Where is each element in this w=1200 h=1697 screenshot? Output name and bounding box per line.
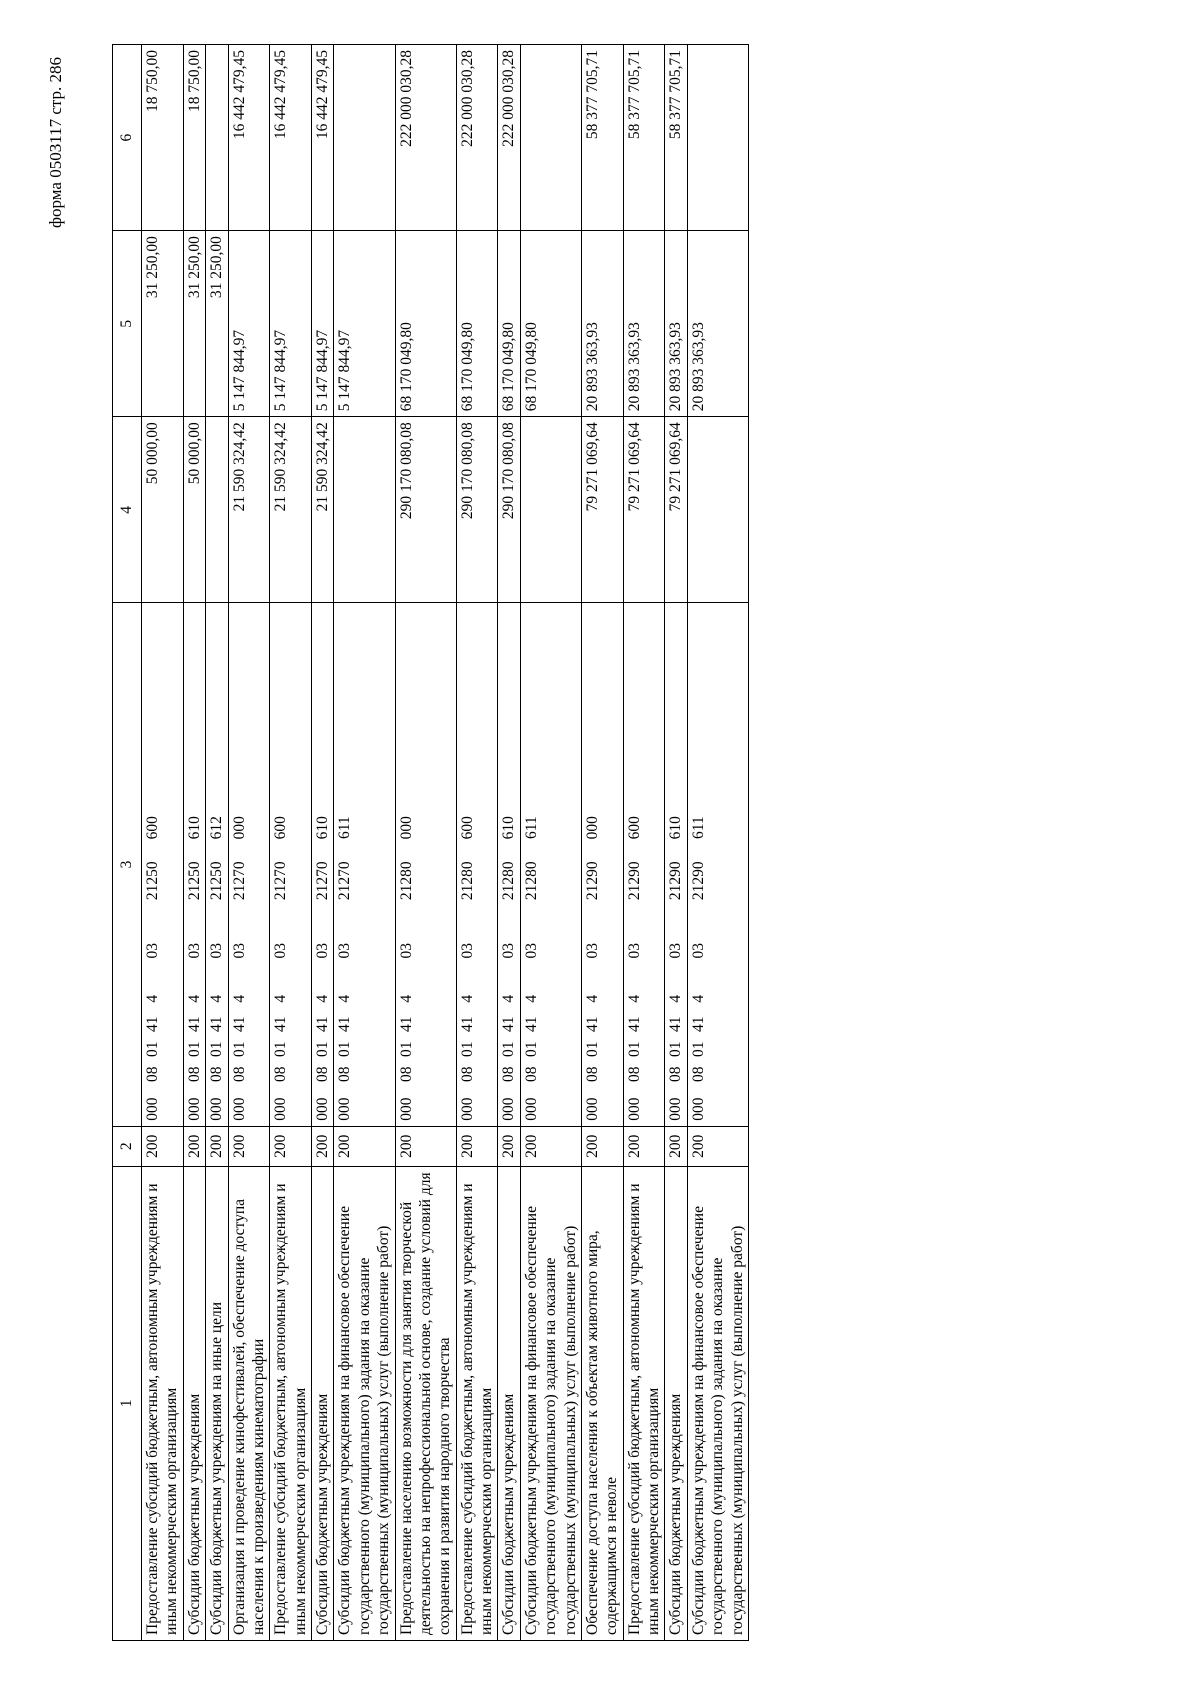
row-unexecuted: 222 000 030,28 xyxy=(498,45,520,231)
classification-segment: 600 xyxy=(144,816,161,840)
classification-segment: 000 xyxy=(583,1097,601,1121)
row-approved: 79 271 069,64 xyxy=(665,417,687,603)
classification-segment: 01 xyxy=(272,1041,290,1057)
row-executed: 31 250,00 xyxy=(183,231,205,417)
row-name: Субсидии бюджетным учреждениям xyxy=(665,1166,687,1640)
classification-segment: 000 xyxy=(625,1097,643,1121)
classification-segment: 41 xyxy=(230,1016,248,1032)
row-executed: 68 170 049,80 xyxy=(498,231,520,417)
classification-segment: 41 xyxy=(185,1016,203,1032)
table-row xyxy=(623,45,665,1641)
row-classification xyxy=(498,603,520,1126)
row-approved: 50 000,00 xyxy=(183,417,205,603)
row-approved: 290 170 080,08 xyxy=(456,417,498,603)
classification-segment: 41 xyxy=(458,1016,476,1032)
classification-segment: 21280 xyxy=(458,861,476,901)
row-executed: 5 147 844,97 xyxy=(228,231,270,417)
classification-segment: 000 xyxy=(185,1097,203,1121)
classification-segment: 610 xyxy=(314,816,331,840)
table-row xyxy=(183,45,205,1641)
classification-segment: 21270 xyxy=(314,861,331,901)
row-unexecuted: 58 377 705,71 xyxy=(581,45,623,231)
row-code: 200 xyxy=(581,1126,623,1166)
classification-segment: 000 xyxy=(667,1097,685,1121)
classification-segment: 611 xyxy=(522,816,540,840)
classification-segment: 4 xyxy=(625,994,643,1003)
row-executed: 20 893 363,93 xyxy=(581,231,623,417)
classification-segment: 01 xyxy=(336,1041,354,1057)
classification-segment: 21280 xyxy=(522,861,540,901)
classification-segment: 21250 xyxy=(185,861,203,901)
classification-segment: 21250 xyxy=(144,861,161,901)
row-classification xyxy=(623,603,665,1126)
row-name: Обеспечение доступа населения к объектам животного мира, содержащимся в неволе xyxy=(581,1166,623,1640)
classification-segment: 4 xyxy=(185,994,203,1003)
row-classification xyxy=(395,603,456,1126)
classification-segment: 41 xyxy=(336,1016,354,1032)
row-unexecuted: 16 442 479,45 xyxy=(228,45,270,231)
classification-segment: 21250 xyxy=(208,861,226,901)
row-approved: 79 271 069,64 xyxy=(581,417,623,603)
column-header-5: 5 xyxy=(113,231,142,417)
row-approved: 290 170 080,08 xyxy=(395,417,456,603)
row-code: 200 xyxy=(183,1126,205,1166)
classification-segment: 4 xyxy=(208,994,226,1003)
classification-segment: 41 xyxy=(689,1016,707,1032)
classification-segment: 08 xyxy=(336,1066,354,1082)
classification-segment: 01 xyxy=(230,1041,248,1057)
classification-segment: 03 xyxy=(272,942,290,959)
row-unexecuted xyxy=(334,45,395,231)
classification-segment: 01 xyxy=(667,1041,685,1057)
row-approved xyxy=(687,417,748,603)
row-classification xyxy=(665,603,687,1126)
classification-segment: 01 xyxy=(625,1041,643,1057)
classification-segment: 600 xyxy=(458,816,476,840)
classification-segment: 01 xyxy=(583,1041,601,1057)
table-row xyxy=(665,45,687,1641)
row-code: 200 xyxy=(312,1126,334,1166)
classification-segment: 000 xyxy=(458,1097,476,1121)
classification-segment: 08 xyxy=(689,1066,707,1082)
classification-segment: 08 xyxy=(144,1066,161,1082)
column-header-3: 3 xyxy=(113,603,142,1126)
table-row xyxy=(270,45,312,1641)
row-code: 200 xyxy=(228,1126,270,1166)
budget-table xyxy=(112,44,749,1641)
row-name: Предоставление субсидий бюджетным, автономным учреждениям и иным некоммерческим организациям xyxy=(270,1166,312,1640)
row-code: 200 xyxy=(498,1126,520,1166)
classification-segment: 41 xyxy=(625,1016,643,1032)
classification-segment: 4 xyxy=(500,994,518,1003)
classification-segment: 21270 xyxy=(336,861,354,901)
row-executed: 31 250,00 xyxy=(206,231,228,417)
classification-segment: 01 xyxy=(500,1041,518,1057)
classification-segment: 03 xyxy=(583,942,601,959)
classification-segment: 01 xyxy=(522,1041,540,1057)
table-row xyxy=(520,45,581,1641)
classification-segment: 000 xyxy=(230,816,248,840)
row-classification xyxy=(456,603,498,1126)
classification-segment: 4 xyxy=(667,994,685,1003)
row-approved: 50 000,00 xyxy=(142,417,184,603)
column-header-6: 6 xyxy=(113,45,142,231)
classification-segment: 01 xyxy=(397,1041,415,1057)
row-unexecuted: 18 750,00 xyxy=(142,45,184,231)
classification-segment: 21290 xyxy=(689,861,707,901)
row-executed: 68 170 049,80 xyxy=(395,231,456,417)
row-unexecuted: 222 000 030,28 xyxy=(456,45,498,231)
classification-segment: 4 xyxy=(583,994,601,1003)
classification-segment: 03 xyxy=(522,942,540,959)
classification-segment: 03 xyxy=(458,942,476,959)
row-approved xyxy=(520,417,581,603)
row-approved xyxy=(334,417,395,603)
classification-segment: 41 xyxy=(314,1016,331,1032)
column-header-2: 2 xyxy=(113,1126,142,1166)
row-classification xyxy=(312,603,334,1126)
classification-segment: 01 xyxy=(689,1041,707,1057)
classification-segment: 08 xyxy=(522,1066,540,1082)
classification-segment: 01 xyxy=(314,1041,331,1057)
classification-segment: 41 xyxy=(208,1016,226,1032)
row-executed: 31 250,00 xyxy=(142,231,184,417)
table-row xyxy=(498,45,520,1641)
classification-segment: 03 xyxy=(667,942,685,959)
classification-segment: 4 xyxy=(397,994,415,1003)
row-classification xyxy=(687,603,748,1126)
classification-segment: 01 xyxy=(208,1041,226,1057)
classification-segment: 4 xyxy=(458,994,476,1003)
classification-segment: 03 xyxy=(314,942,331,959)
classification-segment: 000 xyxy=(230,1097,248,1121)
classification-segment: 03 xyxy=(500,942,518,959)
classification-segment: 21280 xyxy=(500,861,518,901)
row-name: Предоставление субсидий бюджетным, автономным учреждениям и иным некоммерческим организациям xyxy=(623,1166,665,1640)
row-classification xyxy=(228,603,270,1126)
row-classification xyxy=(520,603,581,1126)
table-body xyxy=(142,45,749,1641)
classification-segment: 611 xyxy=(336,816,354,840)
classification-segment: 03 xyxy=(208,942,226,959)
row-classification xyxy=(183,603,205,1126)
table-row xyxy=(334,45,395,1641)
column-header-1: 1 xyxy=(113,1166,142,1640)
classification-segment: 21290 xyxy=(583,861,601,901)
table-row xyxy=(456,45,498,1641)
classification-segment: 4 xyxy=(144,994,161,1003)
row-name: Субсидии бюджетным учреждениям на финансовое обеспечение государственного (муниципального) задания на оказание государственных (муниципальных) услуг (выполнение работ) xyxy=(687,1166,748,1640)
table-header-row xyxy=(113,45,142,1641)
row-code: 200 xyxy=(665,1126,687,1166)
classification-segment: 08 xyxy=(458,1066,476,1082)
row-unexecuted: 58 377 705,71 xyxy=(623,45,665,231)
classification-segment: 21270 xyxy=(272,861,290,901)
classification-segment: 000 xyxy=(208,1097,226,1121)
classification-segment: 000 xyxy=(522,1097,540,1121)
classification-segment: 21290 xyxy=(667,861,685,901)
classification-segment: 41 xyxy=(583,1016,601,1032)
row-name: Предоставление населению возможности для занятия творческой деятельностью на непрофессиональной основе, создание условий для сохранения и развития народного творчества xyxy=(395,1166,456,1640)
row-code: 200 xyxy=(687,1126,748,1166)
classification-segment: 610 xyxy=(185,816,203,840)
classification-segment: 08 xyxy=(230,1066,248,1082)
table-row xyxy=(581,45,623,1641)
classification-segment: 000 xyxy=(397,816,415,840)
row-code: 200 xyxy=(623,1126,665,1166)
classification-segment: 03 xyxy=(397,942,415,959)
classification-segment: 4 xyxy=(230,994,248,1003)
row-executed: 68 170 049,80 xyxy=(456,231,498,417)
classification-segment: 03 xyxy=(230,942,248,959)
classification-segment: 4 xyxy=(689,994,707,1003)
row-executed: 5 147 844,97 xyxy=(334,231,395,417)
classification-segment: 08 xyxy=(625,1066,643,1082)
row-code: 200 xyxy=(456,1126,498,1166)
row-code: 200 xyxy=(270,1126,312,1166)
row-classification xyxy=(270,603,312,1126)
classification-segment: 03 xyxy=(689,942,707,959)
classification-segment: 08 xyxy=(208,1066,226,1082)
classification-segment: 610 xyxy=(500,816,518,840)
row-approved xyxy=(206,417,228,603)
row-classification xyxy=(581,603,623,1126)
classification-segment: 000 xyxy=(272,1097,290,1121)
table-row xyxy=(312,45,334,1641)
row-executed: 5 147 844,97 xyxy=(312,231,334,417)
form-reference: форма 0503117 стр. 286 xyxy=(46,57,65,228)
classification-segment: 21280 xyxy=(397,861,415,901)
classification-segment: 600 xyxy=(272,816,290,840)
row-name: Предоставление субсидий бюджетным, автономным учреждениям и иным некоммерческим организациям xyxy=(456,1166,498,1640)
table-row xyxy=(395,45,456,1641)
classification-segment: 21270 xyxy=(230,861,248,901)
classification-segment: 41 xyxy=(500,1016,518,1032)
row-name: Субсидии бюджетным учреждениям на финансовое обеспечение государственного (муниципального) задания на оказание государственных (муниципальных) услуг (выполнение работ) xyxy=(520,1166,581,1640)
classification-segment: 08 xyxy=(583,1066,601,1082)
row-name: Организация и проведение кинофестивалей, обеспечение доступа населения к произведениям кинематографии xyxy=(228,1166,270,1640)
classification-segment: 000 xyxy=(144,1097,161,1121)
row-code: 200 xyxy=(206,1126,228,1166)
classification-segment: 4 xyxy=(272,994,290,1003)
classification-segment: 000 xyxy=(314,1097,331,1121)
row-name: Субсидии бюджетным учреждениям xyxy=(498,1166,520,1640)
classification-segment: 612 xyxy=(208,816,226,840)
classification-segment: 000 xyxy=(689,1097,707,1121)
row-name: Субсидии бюджетным учреждениям xyxy=(183,1166,205,1640)
row-executed: 5 147 844,97 xyxy=(270,231,312,417)
row-unexecuted xyxy=(206,45,228,231)
classification-segment: 08 xyxy=(500,1066,518,1082)
row-name: Предоставление субсидий бюджетным, автономным учреждениям и иным некоммерческим организациям xyxy=(142,1166,184,1640)
row-approved: 21 590 324,42 xyxy=(228,417,270,603)
row-code: 200 xyxy=(334,1126,395,1166)
row-name: Субсидии бюджетным учреждениям на иные цели xyxy=(206,1166,228,1640)
classification-segment: 01 xyxy=(185,1041,203,1057)
row-unexecuted: 58 377 705,71 xyxy=(665,45,687,231)
table-row xyxy=(206,45,228,1641)
classification-segment: 08 xyxy=(272,1066,290,1082)
classification-segment: 4 xyxy=(314,994,331,1003)
classification-segment: 600 xyxy=(625,816,643,840)
classification-segment: 01 xyxy=(144,1041,161,1057)
classification-segment: 03 xyxy=(185,942,203,959)
row-unexecuted: 18 750,00 xyxy=(183,45,205,231)
row-executed: 20 893 363,93 xyxy=(623,231,665,417)
classification-segment: 01 xyxy=(458,1041,476,1057)
classification-segment: 41 xyxy=(272,1016,290,1032)
classification-segment: 03 xyxy=(625,942,643,959)
classification-segment: 41 xyxy=(522,1016,540,1032)
classification-segment: 611 xyxy=(689,816,707,840)
row-unexecuted: 16 442 479,45 xyxy=(312,45,334,231)
row-code: 200 xyxy=(395,1126,456,1166)
row-executed: 20 893 363,93 xyxy=(687,231,748,417)
row-approved: 21 590 324,42 xyxy=(312,417,334,603)
classification-segment: 21290 xyxy=(625,861,643,901)
row-approved: 79 271 069,64 xyxy=(623,417,665,603)
classification-segment: 000 xyxy=(397,1097,415,1121)
table-row xyxy=(142,45,184,1641)
row-executed: 20 893 363,93 xyxy=(665,231,687,417)
row-unexecuted xyxy=(520,45,581,231)
classification-segment: 610 xyxy=(667,816,685,840)
classification-segment: 08 xyxy=(185,1066,203,1082)
classification-segment: 000 xyxy=(583,816,601,840)
row-classification xyxy=(334,603,395,1126)
classification-segment: 41 xyxy=(667,1016,685,1032)
row-name: Субсидии бюджетным учреждениям xyxy=(312,1166,334,1640)
classification-segment: 4 xyxy=(522,994,540,1003)
row-unexecuted xyxy=(687,45,748,231)
classification-segment: 08 xyxy=(667,1066,685,1082)
row-unexecuted: 222 000 030,28 xyxy=(395,45,456,231)
classification-segment: 41 xyxy=(144,1016,161,1032)
row-name: Субсидии бюджетным учреждениям на финансовое обеспечение государственного (муниципального) задания на оказание государственных (муниципальных) услуг (выполнение работ) xyxy=(334,1166,395,1640)
classification-segment: 08 xyxy=(397,1066,415,1082)
row-executed: 68 170 049,80 xyxy=(520,231,581,417)
table-row xyxy=(228,45,270,1641)
row-code: 200 xyxy=(520,1126,581,1166)
column-header-4: 4 xyxy=(113,417,142,603)
row-approved: 21 590 324,42 xyxy=(270,417,312,603)
row-classification xyxy=(142,603,184,1126)
row-code: 200 xyxy=(142,1126,184,1166)
classification-segment: 000 xyxy=(500,1097,518,1121)
classification-segment: 08 xyxy=(314,1066,331,1082)
classification-segment: 03 xyxy=(336,942,354,959)
classification-segment: 4 xyxy=(336,994,354,1003)
classification-segment: 03 xyxy=(144,942,161,959)
row-classification xyxy=(206,603,228,1126)
table-row xyxy=(687,45,748,1641)
classification-segment: 41 xyxy=(397,1016,415,1032)
classification-segment: 000 xyxy=(336,1097,354,1121)
row-approved: 290 170 080,08 xyxy=(498,417,520,603)
row-unexecuted: 16 442 479,45 xyxy=(270,45,312,231)
